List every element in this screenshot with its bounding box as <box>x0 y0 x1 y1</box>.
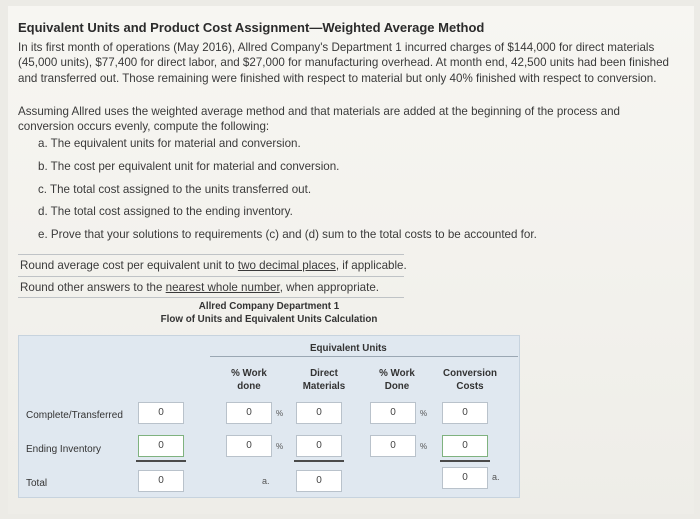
sum-underline <box>136 460 186 462</box>
two-decimal-places-link[interactable]: two decimal places <box>237 259 336 272</box>
table-company: Allred Company Department 1 <box>198 301 340 312</box>
table-header <box>18 301 520 327</box>
rounding-instruction-2 <box>20 281 379 294</box>
requirement-d: d. The total cost assigned to the ending inventory. <box>38 205 293 219</box>
rounding-text: , if applicable. <box>335 259 407 272</box>
problem-title: Equivalent Units and Product Cost Assignment—Weighted Average Method <box>18 20 485 35</box>
row-label-complete-transferred: Complete/Transferred <box>26 410 123 421</box>
units-total-input[interactable]: 0 <box>138 470 184 492</box>
divider <box>18 297 404 298</box>
equivalent-units-divider <box>210 356 518 357</box>
answer-marker: a. <box>492 472 500 482</box>
problem-paragraph-2: Assuming Allred uses the weighted average method and that materials are added at the beginning of the process and conversion occurs evenly, compute the following: <box>18 105 620 134</box>
answer-marker: a. <box>262 476 270 486</box>
row-label-total: Total <box>26 478 48 489</box>
rounding-text: Round average cost per equivalent unit to <box>20 259 238 272</box>
conv-total-input[interactable]: 0 <box>442 467 488 489</box>
dm-ending-input[interactable]: 0 <box>296 435 342 457</box>
col-pct-work-done: % Work done <box>231 368 267 392</box>
col-pct-work-done-2: % Work Done <box>379 368 415 392</box>
conv-ending-input[interactable]: 0 <box>442 435 488 457</box>
requirement-a: a. The equivalent units for material and conversion. <box>38 137 301 150</box>
conv-complete-input[interactable]: 0 <box>442 402 488 424</box>
row-label-ending-inventory: Ending Inventory <box>26 444 102 455</box>
pct-work-ending-input[interactable]: 0 <box>226 435 272 457</box>
percent-sign: % <box>420 409 428 418</box>
divider <box>18 254 404 255</box>
requirement-b: b. The cost per equivalent unit for material and conversion. <box>38 159 340 173</box>
table-subtitle: Flow of Units and Equivalent Units Calculation <box>160 314 378 325</box>
dm-complete-input[interactable]: 0 <box>296 402 342 424</box>
dm-total-input[interactable]: 0 <box>296 470 342 492</box>
sum-underline <box>440 460 490 462</box>
percent-sign: % <box>420 442 428 451</box>
problem-paragraph-1: In its first month of operations (May 2016), Allred Company's Department 1 incurred charges of $144,000 for direct materials (45,000 units), $77,400 for direct labor, and $27,000 for manufacturing overhead. At month end, 42,500 units had been finished and transferred out. Those remaining were finished with respect to material but only 40% finished with respect to conversion. <box>18 41 669 85</box>
units-complete-input[interactable]: 0 <box>138 402 184 424</box>
requirements-list <box>38 137 537 251</box>
col-direct-materials: Direct Materials <box>302 368 346 392</box>
pct-work-complete-2-input[interactable]: 0 <box>370 402 416 424</box>
divider <box>18 276 404 277</box>
rounding-text: , when appropriate. <box>279 281 379 294</box>
pct-work-complete-input[interactable]: 0 <box>226 402 272 424</box>
percent-sign: % <box>276 409 284 418</box>
requirement-c: c. The total cost assigned to the units transferred out. <box>38 182 312 196</box>
equivalent-units-label: Equivalent Units <box>310 343 387 354</box>
rounding-text: Round other answers to the <box>20 281 166 294</box>
pct-work-ending-2-input[interactable]: 0 <box>370 435 416 457</box>
units-ending-input[interactable]: 0 <box>138 435 184 457</box>
nearest-whole-number-link[interactable]: nearest whole number <box>165 281 280 294</box>
sum-underline <box>294 460 344 462</box>
col-conversion-costs: Conversion Costs <box>443 368 497 392</box>
rounding-instruction-1 <box>20 259 407 272</box>
requirement-e: e. Prove that your solutions to requirements (c) and (d) sum to the total costs to be accounted for. <box>38 228 537 242</box>
percent-sign: % <box>276 442 284 451</box>
